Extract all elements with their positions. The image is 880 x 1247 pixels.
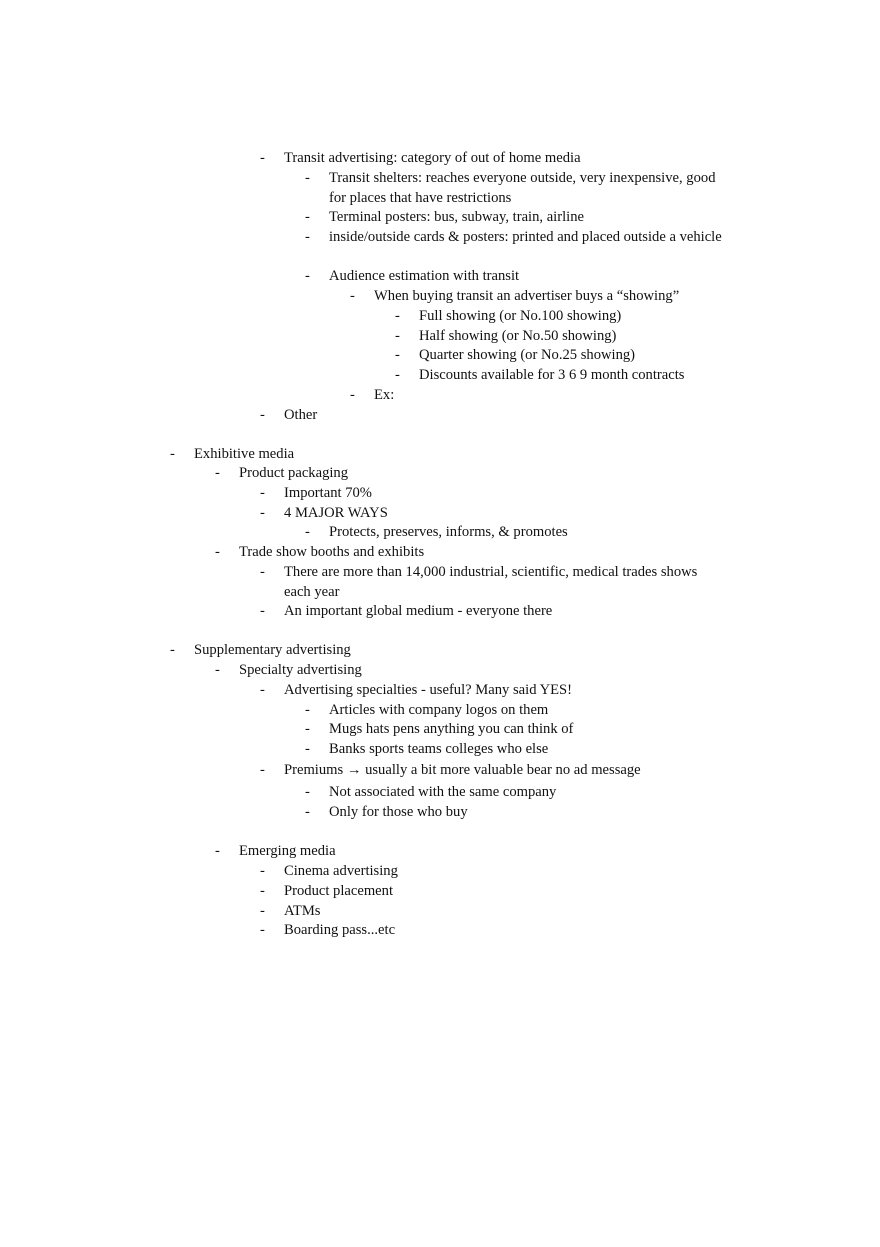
bullet-text: inside/outside cards & posters: printed and placed outside a vehicle [329, 229, 722, 245]
bullet-text: Advertising specialties - useful? Many said YES! [284, 682, 573, 698]
bullet-dash: - [305, 170, 310, 186]
bullet-text: Not associated with the same company [329, 784, 557, 800]
bullet-dash: - [305, 741, 310, 757]
bullet-item [0, 901, 880, 921]
bullet-item [0, 345, 880, 365]
bullet-text: There are more than 14,000 industrial, scientific, medical trades shows [284, 564, 698, 580]
bullet-dash: - [305, 524, 310, 540]
bullet-text: Only for those who buy [329, 804, 468, 820]
bullet-dash: - [395, 367, 400, 383]
bullet-dash: - [170, 642, 175, 658]
bullet-item [0, 920, 880, 940]
bullet-item [0, 168, 880, 188]
bullet-item [0, 760, 880, 780]
bullet-dash: - [215, 544, 220, 560]
bullet-item [0, 861, 880, 881]
bullet-text: Supplementary advertising [194, 642, 351, 658]
bullet-item [0, 326, 880, 346]
bullet-item [0, 542, 880, 562]
bullet-dash: - [350, 288, 355, 304]
bullet-dash: - [260, 762, 265, 778]
bullet-item [0, 227, 880, 247]
bullet-dash: - [305, 804, 310, 820]
bullet-dash: - [260, 922, 265, 938]
bullet-item [0, 739, 880, 759]
bullet-dash: - [305, 209, 310, 225]
bullet-dash: - [260, 863, 265, 879]
bullet-dash: - [305, 268, 310, 284]
bullet-dash: - [260, 150, 265, 166]
bullet-dash: - [260, 682, 265, 698]
bullet-item [0, 365, 880, 385]
bullet-continuation [0, 582, 880, 602]
bullet-text: Trade show booths and exhibits [239, 544, 425, 560]
bullet-item [0, 522, 880, 542]
bullet-text: Audience estimation with transit [329, 268, 520, 284]
bullet-item [0, 660, 880, 680]
bullet-dash: - [305, 229, 310, 245]
bullet-text: Full showing (or No.100 showing) [419, 308, 622, 324]
bullet-dash: - [350, 387, 355, 403]
bullet-item [0, 700, 880, 720]
bullet-item [0, 782, 880, 802]
bullet-text: When buying transit an advertiser buys a “showing” [374, 288, 680, 304]
bullet-dash: - [170, 446, 175, 462]
bullet-continuation [0, 188, 880, 208]
bullet-text: Transit shelters: reaches everyone outside, very inexpensive, good [329, 170, 716, 186]
bullet-text: Protects, preserves, informs, & promotes [329, 524, 568, 540]
bullet-item [0, 802, 880, 822]
bullet-dash: - [260, 485, 265, 501]
bullet-text: Half showing (or No.50 showing) [419, 328, 617, 344]
bullet-text: Quarter showing (or No.25 showing) [419, 347, 636, 363]
bullet-text: An important global medium - everyone there [284, 603, 553, 619]
bullet-text: each year [284, 584, 340, 600]
bullet-text: Premiums → usually a bit more valuable bear no ad message [284, 762, 641, 778]
bullet-item [0, 306, 880, 326]
bullet-item [0, 562, 880, 582]
bullet-text: Transit advertising: category of out of home media [284, 150, 581, 166]
bullet-dash: - [260, 603, 265, 619]
bullet-dash: - [395, 328, 400, 344]
bullet-item [0, 385, 880, 405]
bullet-item [0, 881, 880, 901]
bullet-item [0, 640, 880, 660]
bullet-item [0, 405, 880, 425]
bullet-dash: - [260, 883, 265, 899]
bullet-text: Specialty advertising [239, 662, 362, 678]
bullet-text: Articles with company logos on them [329, 702, 549, 718]
bullet-text: Ex: [374, 387, 395, 403]
bullet-dash: - [215, 662, 220, 678]
bullet-item [0, 601, 880, 621]
bullet-text: ATMs [284, 903, 321, 919]
bullet-dash: - [305, 702, 310, 718]
bullet-dash: - [305, 784, 310, 800]
bullet-dash: - [395, 347, 400, 363]
bullet-dash: - [260, 903, 265, 919]
bullet-text: Banks sports teams colleges who else [329, 741, 549, 757]
bullet-item [0, 463, 880, 483]
bullet-text: Terminal posters: bus, subway, train, airline [329, 209, 584, 225]
bullet-dash: - [260, 564, 265, 580]
bullet-item [0, 266, 880, 286]
bullet-text: Cinema advertising [284, 863, 398, 879]
bullet-text: Product placement [284, 883, 394, 899]
bullet-text: Mugs hats pens anything you can think of [329, 721, 574, 737]
bullet-dash: - [215, 843, 220, 859]
bullet-text: Important 70% [284, 485, 372, 501]
bullet-dash: - [305, 721, 310, 737]
bullet-item [0, 503, 880, 523]
bullet-text: Exhibitive media [194, 446, 295, 462]
bullet-item [0, 483, 880, 503]
bullet-item [0, 286, 880, 306]
bullet-item [0, 207, 880, 227]
bullet-text: Emerging media [239, 843, 336, 859]
bullet-item [0, 148, 880, 168]
bullet-text: Other [284, 407, 318, 423]
bullet-item [0, 680, 880, 700]
bullet-dash: - [260, 505, 265, 521]
bullet-item [0, 444, 880, 464]
bullet-text: Product packaging [239, 465, 349, 481]
bullet-dash: - [215, 465, 220, 481]
bullet-dash: - [395, 308, 400, 324]
bullet-text: for places that have restrictions [329, 190, 512, 206]
bullet-item [0, 719, 880, 739]
bullet-text: 4 MAJOR WAYS [284, 505, 388, 521]
bullet-text: Boarding pass...etc [284, 922, 396, 938]
bullet-text: Discounts available for 3 6 9 month contracts [419, 367, 685, 383]
bullet-dash: - [260, 407, 265, 423]
bullet-item [0, 841, 880, 861]
